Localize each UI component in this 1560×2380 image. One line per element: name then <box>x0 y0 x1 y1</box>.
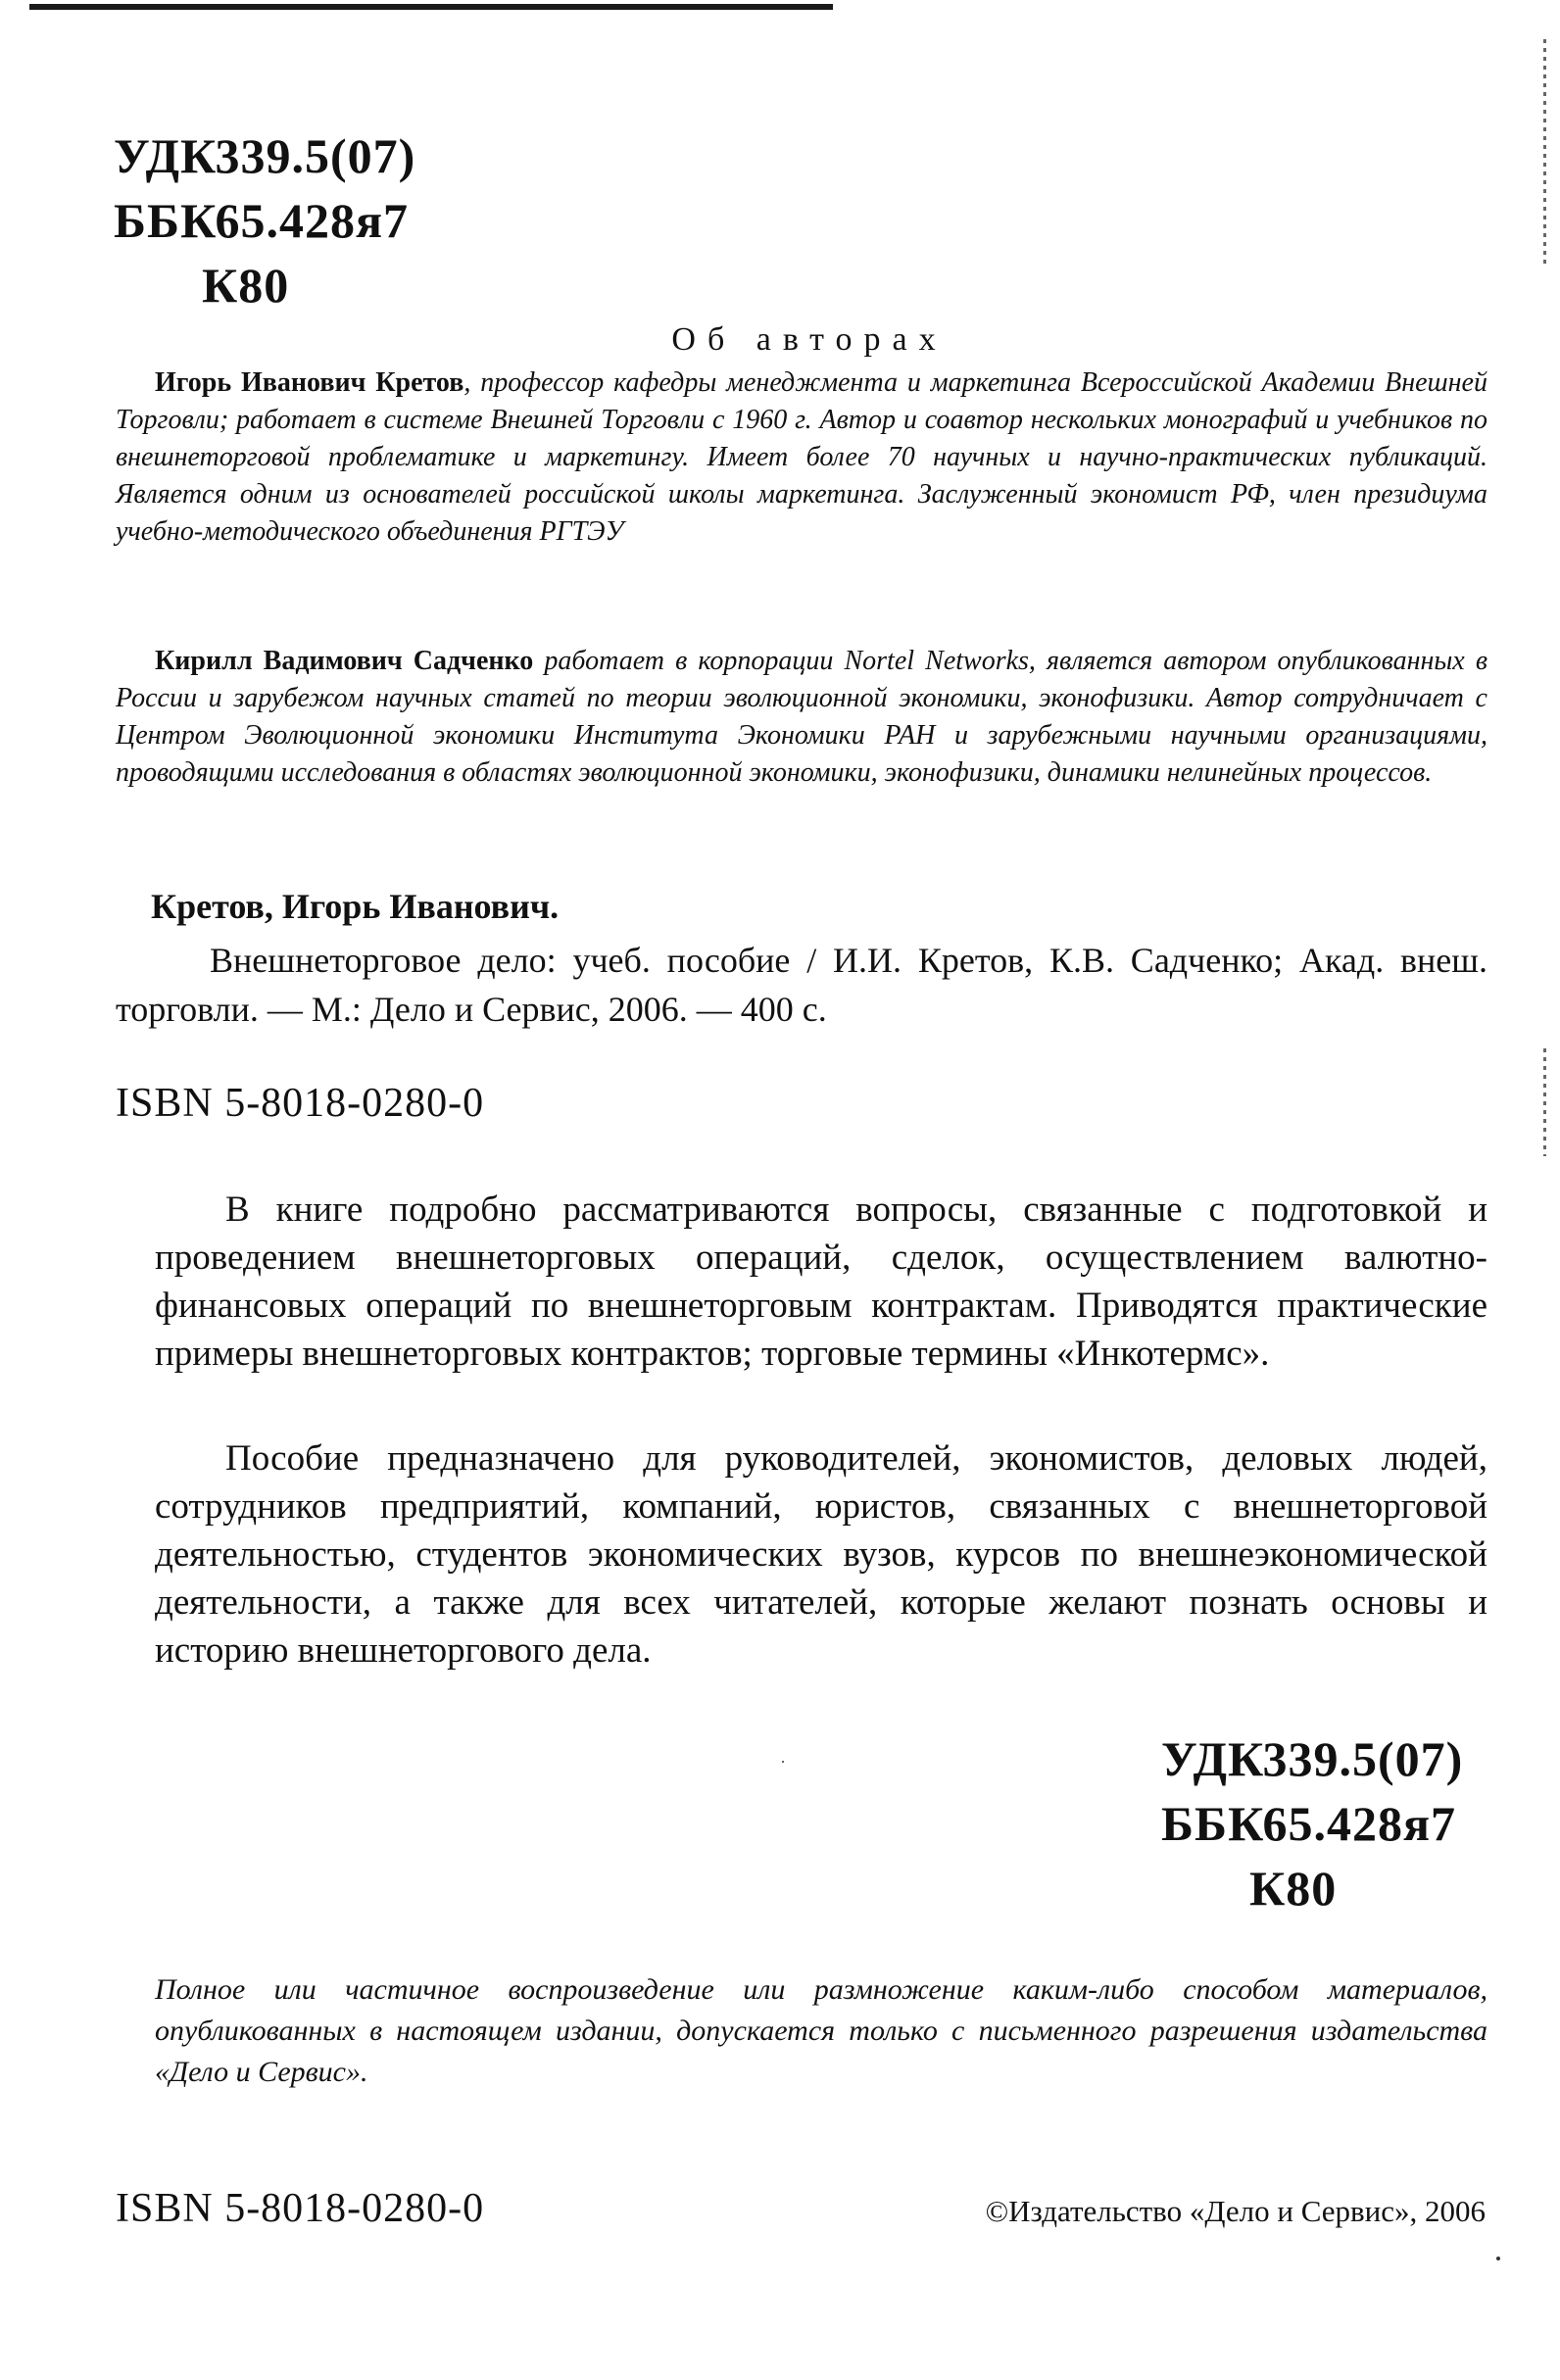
author-mark: К80 <box>202 258 290 313</box>
bbk-label: ББК <box>1161 1796 1265 1851</box>
author-mark: К80 <box>1249 1861 1338 1916</box>
author-name: Кирилл Вадимович Садченко <box>155 646 534 676</box>
about-authors-heading: Об авторах <box>671 321 948 358</box>
udk-value: 339.5(07) <box>1262 1731 1464 1786</box>
top-rule <box>29 4 833 10</box>
udk-line <box>1161 1726 1463 1791</box>
bbk-label: ББК <box>114 193 218 248</box>
copyright-line: ©Издательство «Дело и Сервис», 2006 <box>985 2194 1486 2228</box>
bbk-line <box>114 188 415 253</box>
annotation-paragraph: Пособие предназначено для руководителей, экономистов, деловых людей, сотрудников предприятий, компаний, юристов, связанных с внешнеторговой деятельностью, студентов экономических вузов, курсов по внешнеэкономической деятельности, а также для всех читателей, которые желают познать основы и историю внешнеторгового дела. <box>155 1438 1487 1671</box>
scan-speck <box>782 1761 784 1763</box>
udk-label: УДК <box>114 128 218 183</box>
bottom-classification <box>1161 1726 1463 1920</box>
scan-edge-mark <box>1543 1048 1546 1156</box>
bbk-value: 65.428я7 <box>1262 1796 1457 1851</box>
author-bio-kretov <box>116 364 1487 551</box>
udk-label: УДК <box>1161 1731 1265 1786</box>
annotation-paragraph: В книге подробно рассматриваются вопросы, связанные с подготовкой и проведением внешнеторговых операций, сделок, осуществлением валютно-финансовых операций по внешнеторговым контрактам. Приводятся практические примеры внешнеторговых контрактов; торговые термины «Инкотермс». <box>155 1190 1487 1374</box>
top-classification <box>114 123 415 317</box>
bbk-value: 65.428я7 <box>215 193 410 248</box>
scan-edge-mark <box>1543 39 1546 265</box>
author-bio-text: , профессор кафедры менеджмента и маркетинга Всероссийской Академии Внешней Торговли; работает в системе Внешней Торговли с 1960 г. Автор и соавтор нескольких монографий и учебников по внешнеторговой проблематике и маркетингу. Имеет более 70 научных и научно-практических публикаций. Является одним из основателей российской школы маркетинга. Заслуженный экономист РФ, член президиума учебно-методического объединения РГТЭУ <box>116 367 1487 547</box>
rights-notice: Полное или частичное воспроизведение или размножение каким-либо способом материалов, опубликованных в настоящем издании, допускается только с письменного разрешения издательства «Дело и Сервис». <box>155 1973 1487 2088</box>
isbn-bottom: ISBN 5-8018-0280-0 <box>116 2186 485 2231</box>
udk-value: 339.5(07) <box>215 128 416 183</box>
author-bio-sadchenko <box>116 643 1487 792</box>
udk-line <box>114 123 415 188</box>
bibliographic-author: Кретов, Игорь Иванович. <box>151 887 560 926</box>
author-bio-text: работает в корпорации Nortel Networks, является автором опубликованных в России и зарубежом научных статей по теории эволюционной экономики, эконофизики. Автор сотрудничает с Центром Эволюционной экономики Института Экономики РАН и зарубежными научными организациями, проводящими исследования в областях эволюционной экономики, эконофизики, динамики нелинейных процессов. <box>116 646 1487 788</box>
scan-speck <box>1496 2257 1500 2260</box>
bbk-line <box>1161 1791 1463 1856</box>
author-name: Игорь Иванович Кретов <box>155 367 464 398</box>
bibliographic-description: Внешнеторговое дело: учеб. пособие / И.И. Кретов, К.В. Садченко; Акад. внеш. торговли. — М.: Дело и Сервис, 2006. — 400 с. <box>116 941 1487 1029</box>
isbn-top: ISBN 5-8018-0280-0 <box>116 1081 485 1126</box>
